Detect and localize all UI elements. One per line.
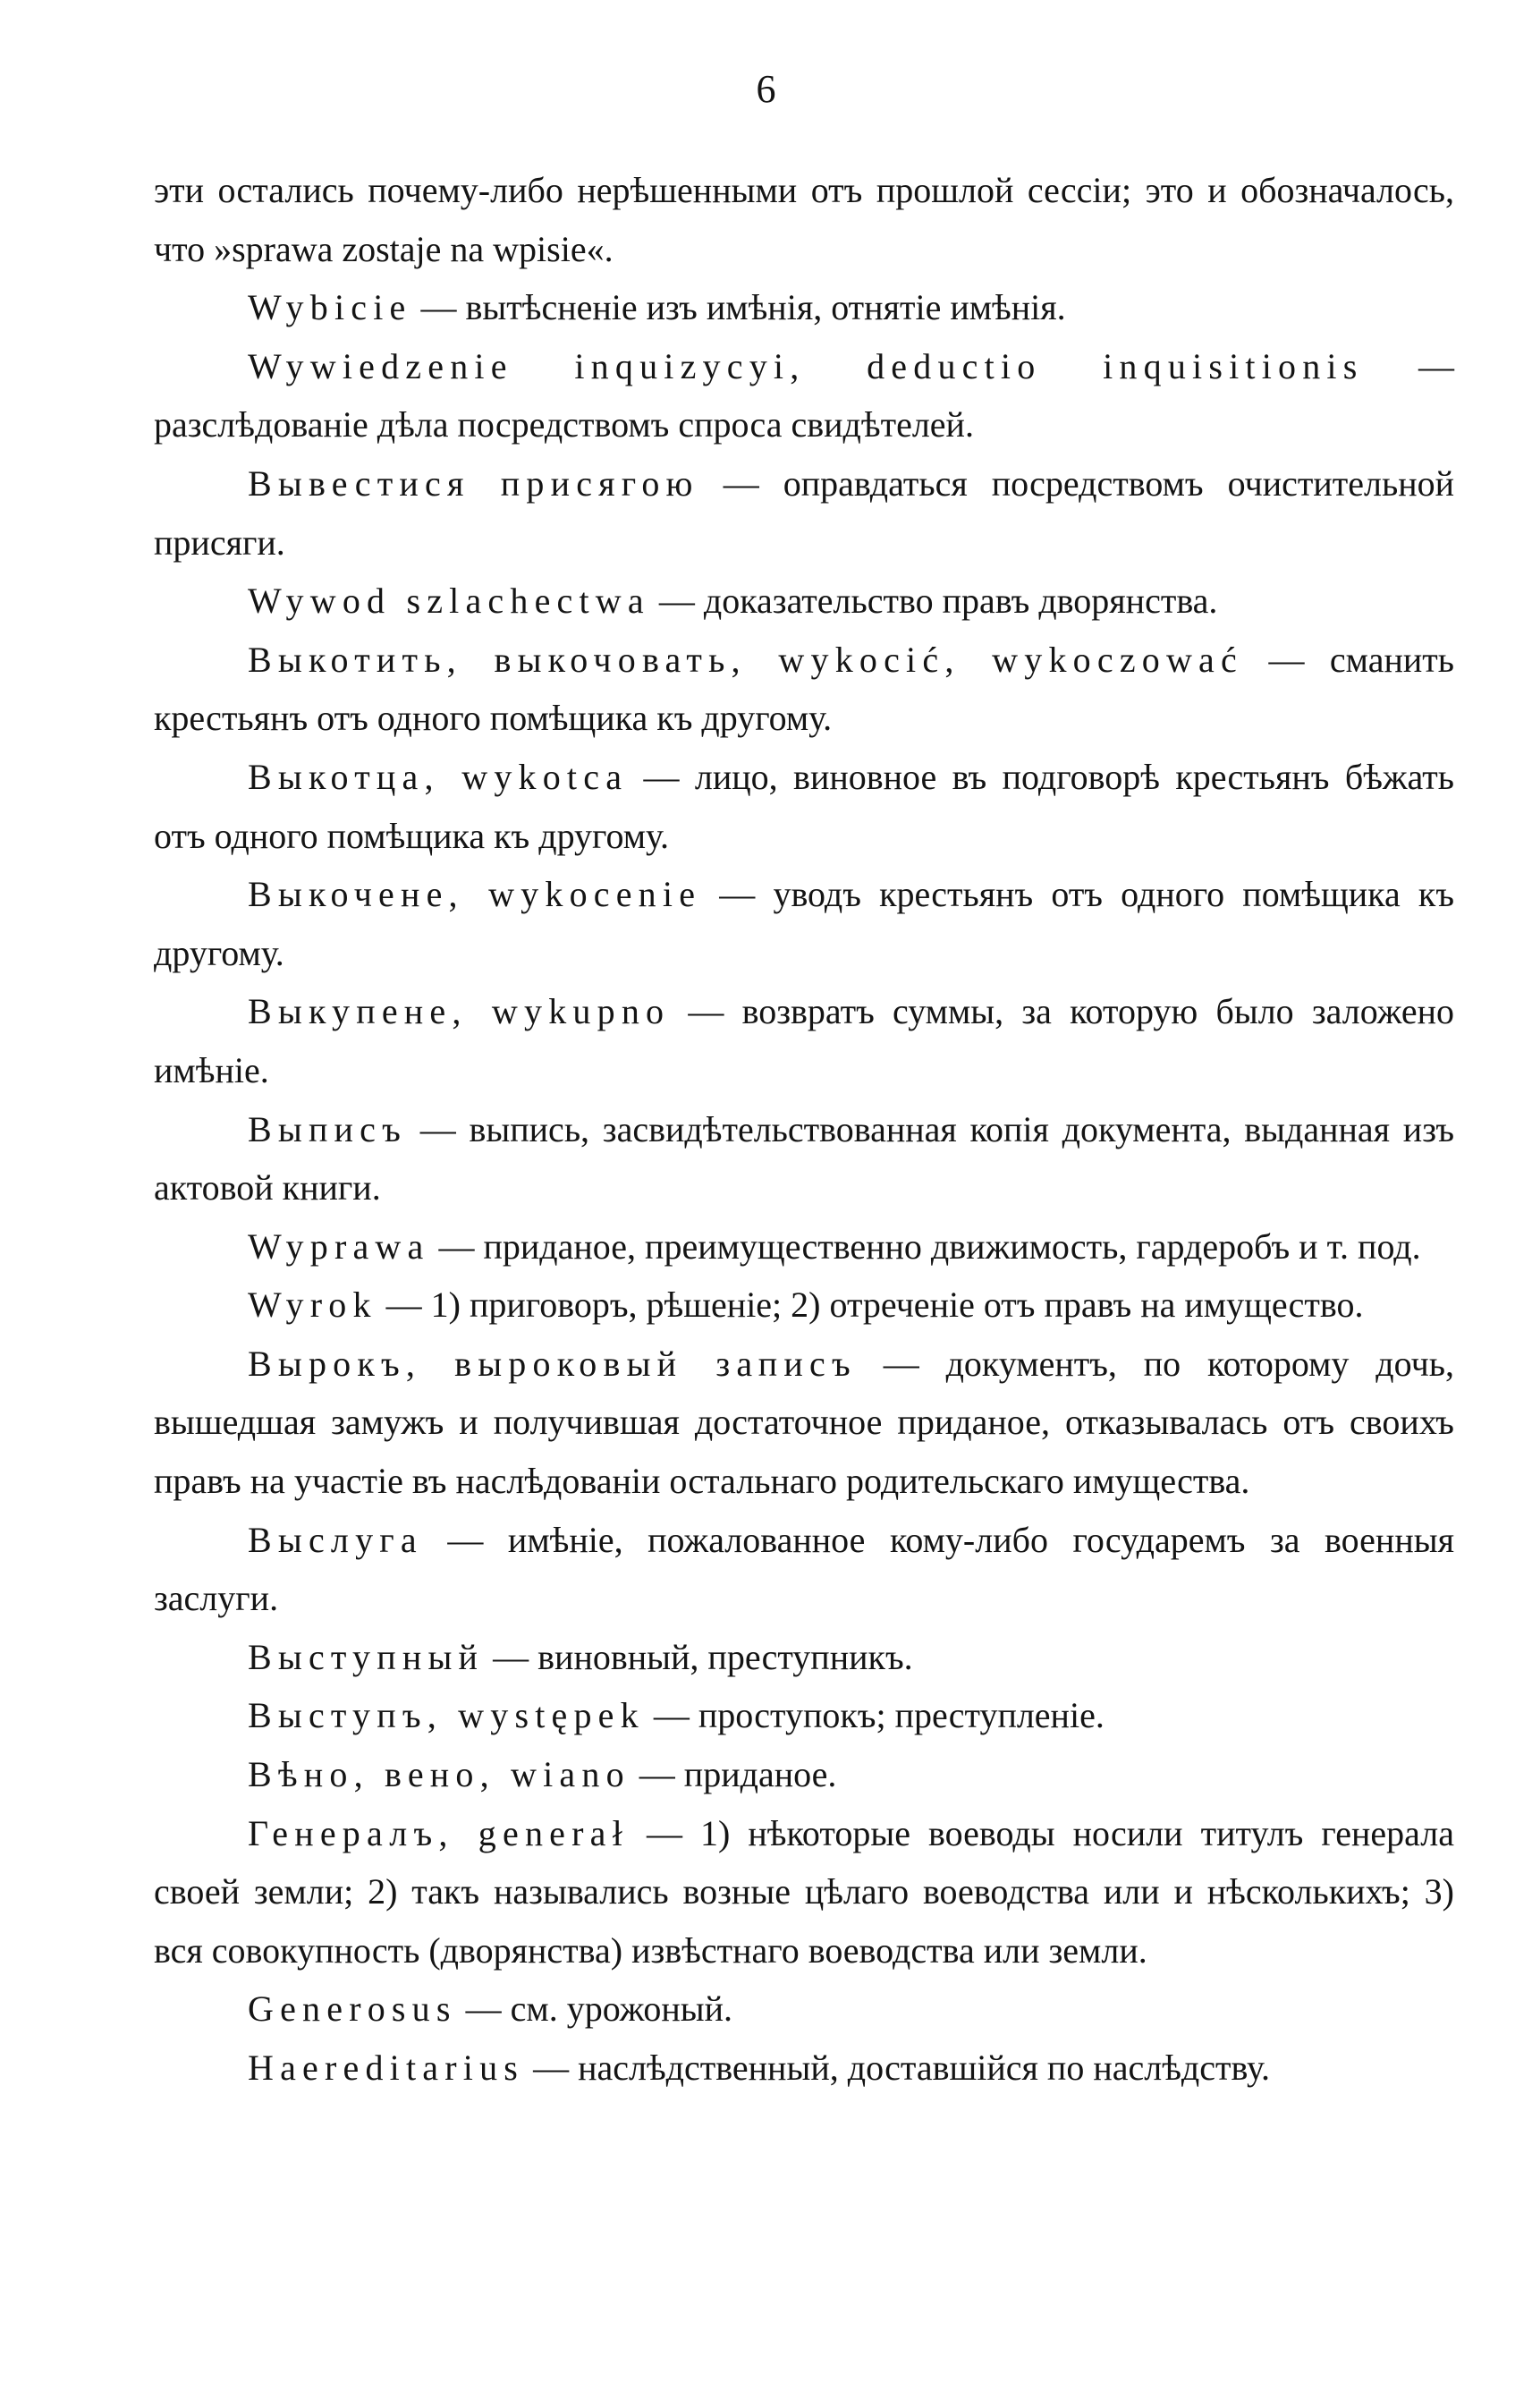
entry-vyvestisya xyxy=(154,454,1454,572)
entry-separator: — xyxy=(630,1754,684,1795)
entry-definition: оправдаться посредствомъ очистительной присяги. xyxy=(154,462,1455,563)
entry-haereditarius xyxy=(154,2039,1454,2098)
entry-vykotit xyxy=(154,631,1454,748)
entry-separator: — xyxy=(701,874,774,915)
entry-definition: наслѣдственный, доставшійся по наслѣдству. xyxy=(578,2048,1271,2088)
entry-general xyxy=(154,1804,1454,1980)
entry-definition: эти остались почему-либо нерѣшенными отъ прошлой сессіи; это и обозначалось, что »sprawa zostaje na wpisie«. xyxy=(154,170,1454,269)
entry-vykupene xyxy=(154,982,1454,1099)
entry-generosus xyxy=(154,1980,1454,2039)
entry-definition: разслѣдованіе дѣла посредствомъ спроса свидѣтелей. xyxy=(154,404,974,445)
entry-separator: — xyxy=(411,287,466,328)
entry-veno xyxy=(154,1745,1454,1804)
entry-definition: вытѣсненіе изъ имѣнія, отнятіе имѣнія. xyxy=(465,287,1066,328)
entry-definition: приданое. xyxy=(683,1754,837,1795)
entry-definition: выпись, засвидѣтельствованная копія документа, выданная изъ актовой книги. xyxy=(154,1108,1454,1208)
entry-separator: — xyxy=(649,581,704,622)
entry-term: Wyprawa xyxy=(248,1225,430,1267)
entry-term: Вѣно, вено, wiano xyxy=(248,1754,631,1795)
entry-wyrok xyxy=(154,1276,1454,1335)
entry-term: Haereditarius xyxy=(248,2048,525,2088)
entry-definition: виновный, преступникъ. xyxy=(537,1636,913,1677)
entry-term: Выступный xyxy=(248,1636,485,1677)
entry-wywod xyxy=(154,572,1454,631)
entry-term: Wywiedzenie inquizycyi, deductio inquisitionis xyxy=(248,345,1364,386)
entry-term: Выписъ xyxy=(248,1108,408,1149)
entry-separator: — xyxy=(1242,639,1330,680)
entry-vypis xyxy=(154,1100,1454,1217)
entry-separator: — xyxy=(628,756,695,797)
entry-term: Вырокъ, выроковый записъ xyxy=(248,1343,857,1384)
entry-separator: — xyxy=(524,2048,579,2088)
entry-term: Generosus xyxy=(248,1988,457,2030)
entry-term: Wyrok xyxy=(248,1285,377,1326)
entry-definition: возвратъ суммы, за которую было заложено имѣніе. xyxy=(154,991,1455,1090)
entry-definition: сманить крестьянъ отъ одного помѣщика къ другому. xyxy=(154,639,1455,739)
entry-term: Вывестися присягою xyxy=(248,462,699,504)
entry-term: Выступъ, występek xyxy=(248,1695,645,1736)
entry-term: Выкупене, wykupno xyxy=(248,991,671,1032)
entry-definition: лицо, виновное въ подговорѣ крестьянъ бѣжать отъ одного помѣщика къ другому. xyxy=(154,756,1454,856)
entry-vykotca xyxy=(154,748,1454,865)
entry-separator: — xyxy=(628,1812,701,1853)
entry-separator: — xyxy=(456,1988,511,2030)
entry-continuation xyxy=(154,161,1454,278)
entry-definition: 1) нѣкоторые воеводы носили титулъ генерала своей земли; 2) такъ назывались возные цѣлаго воеводства или и нѣсколькихъ; 3) вся совокупность (дворянства) извѣстнаго воеводства или земли. xyxy=(154,1812,1455,1971)
entry-vystup xyxy=(154,1686,1454,1745)
entry-definition: см. урожоный. xyxy=(510,1988,733,2030)
entry-separator: — xyxy=(1363,345,1455,386)
entry-separator: — xyxy=(407,1108,470,1149)
entry-term: Выкочене, wykocenie xyxy=(248,874,702,915)
entry-term: Выкотить, выкочовать, wykocić, wykoczować xyxy=(248,639,1243,680)
entry-separator: — xyxy=(429,1225,484,1267)
entry-definition: приданое, преимущественно движимость, гардеробъ и т. под. xyxy=(483,1225,1421,1267)
entry-term: Выслуга xyxy=(248,1519,423,1560)
entry-wybicie xyxy=(154,278,1454,337)
entry-definition: проступокъ; преступленіе. xyxy=(698,1695,1105,1736)
entry-separator: — xyxy=(422,1519,508,1560)
entry-separator: — xyxy=(698,462,783,504)
entry-wyprawa xyxy=(154,1217,1454,1276)
entry-separator: — xyxy=(856,1343,946,1384)
entry-definition: уводъ крестьянъ отъ одного помѣщика къ другому. xyxy=(154,874,1454,973)
entry-vyrok xyxy=(154,1335,1454,1511)
entry-term: Генералъ, generał xyxy=(248,1812,629,1853)
entry-vykochene xyxy=(154,865,1454,982)
entry-separator: — xyxy=(670,991,742,1032)
dictionary-text xyxy=(154,161,1454,2098)
entry-term: Выкотца, wykotca xyxy=(248,756,629,797)
page-number: 6 xyxy=(756,67,776,111)
entry-definition: имѣніе, пожалованное кому-либо государемъ за военныя заслуги. xyxy=(154,1519,1455,1619)
entry-vysluga xyxy=(154,1511,1454,1628)
entry-wywiedzenie xyxy=(154,337,1454,454)
entry-definition: 1) приговоръ, рѣшеніе; 2) отреченіе отъ правъ на имущество. xyxy=(430,1285,1364,1326)
entry-definition: документъ, по которому дочь, вышедшая замужъ и получившая достаточное приданое, отказывалась отъ своихъ правъ на участіе въ наслѣдованіи остальнаго родительскаго имущества. xyxy=(154,1343,1454,1502)
entry-separator: — xyxy=(644,1695,698,1736)
entry-vystupny xyxy=(154,1628,1454,1687)
entry-separator: — xyxy=(484,1636,538,1677)
entry-term: Wybicie xyxy=(248,287,412,328)
entry-definition: доказательство правъ дворянства. xyxy=(703,581,1218,622)
entry-term: Wywod szlachectwa xyxy=(248,581,650,622)
entry-separator: — xyxy=(377,1285,431,1326)
